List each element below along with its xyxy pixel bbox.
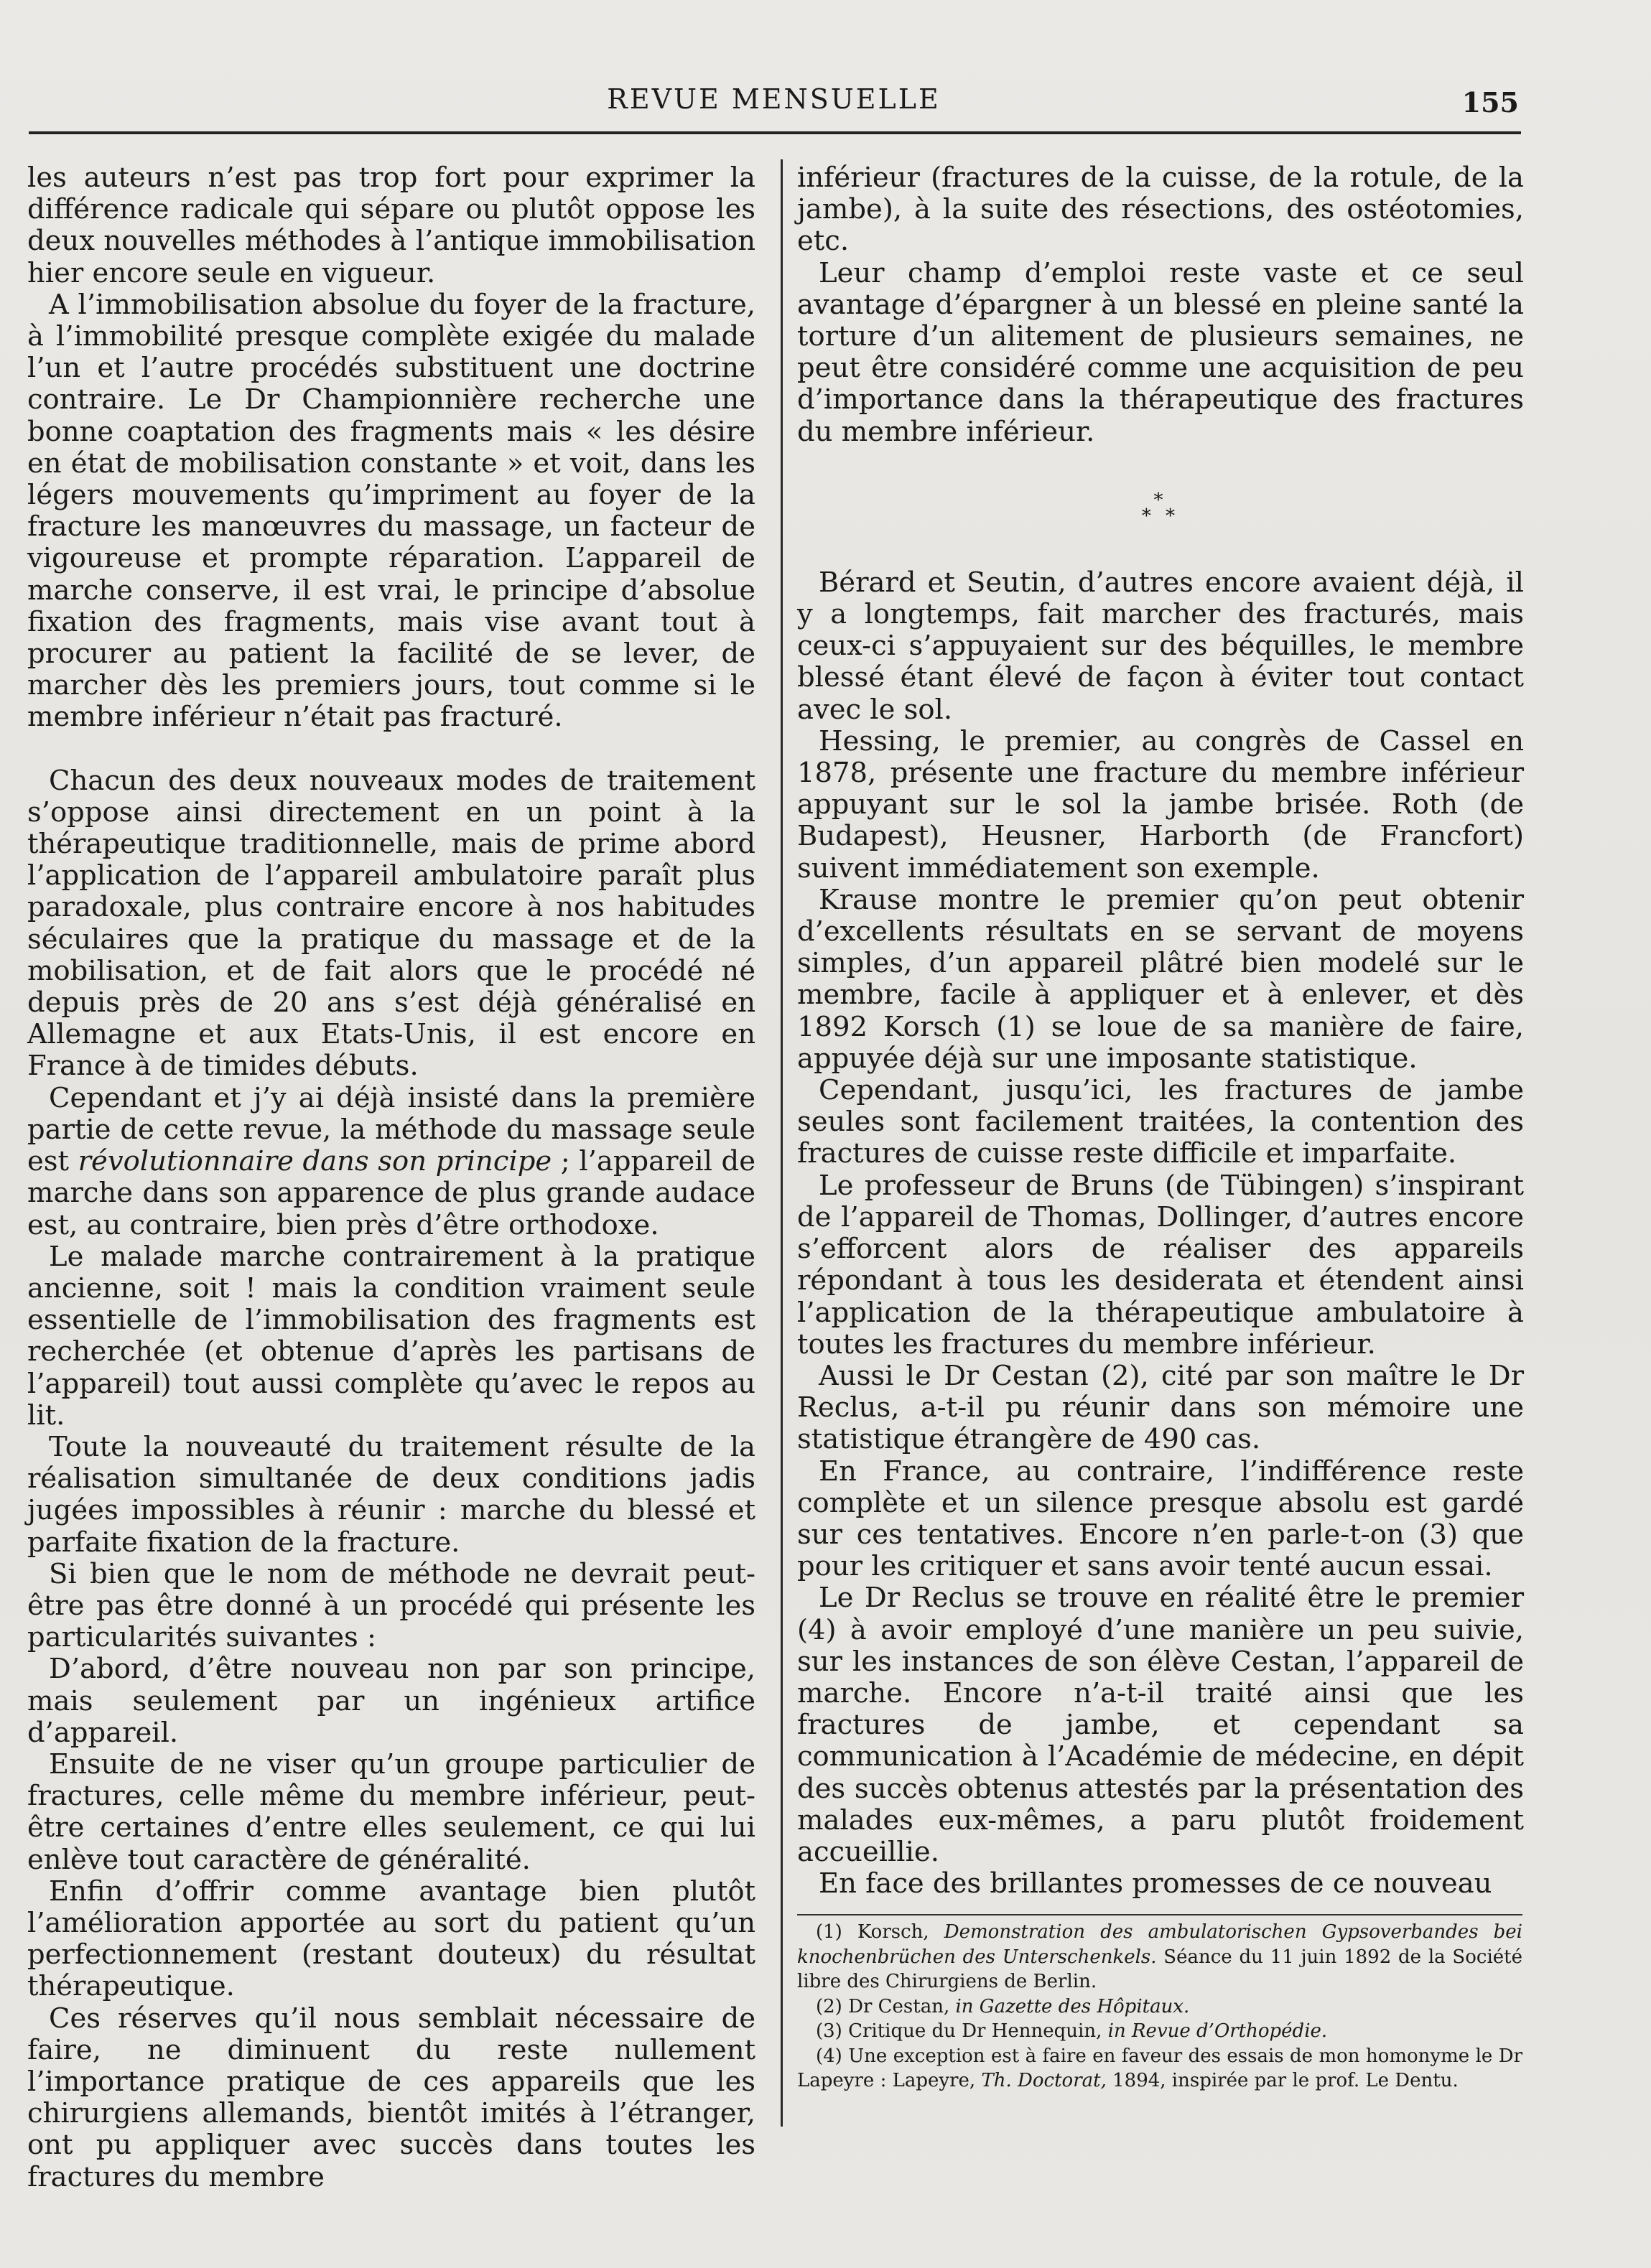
right-column [797,162,1524,1900]
paragraph: Si bien que le nom de méthode ne devrait peut-être pas être donné à un procédé qui présente les particularités suivantes : [27,1557,755,1654]
footnote-italic: in Gazette des Hôpitaux. [955,1995,1190,2017]
paragraph: Ensuite de ne viser qu’un groupe particulier de fractures, celle même du membre inférieur, peut-être certaines d’entre elles seulement, ce qui lui enlève tout caractère de généralité. [27,1747,755,1876]
footnote-text: (3) Critique du Dr Hennequin, [816,2020,1108,2042]
page-header [29,78,1519,121]
column-divider [781,159,783,2127]
footnote-text: 1894, inspirée par le prof. Le Dentu. [1106,2070,1459,2091]
paragraph: les auteurs n’est pas trop fort pour exprimer la différence radicale qui sépare ou plutôt oppose les deux nouvelles méthodes à l’antique immobilisation hier encore seule en vigueur. [27,162,755,289]
paragraph: Chacun des deux nouveaux modes de traitement s’oppose ainsi directement en un point à la thérapeutique traditionnelle, mais de prime abord l’application de l’appareil ambulatoire paraît plus paradoxale, plus contraire encore à nos habitudes séculaires que la pratique du massage et de la mobilisation, et de fait alors que le procédé né depuis près de 20 ans s’est déjà généralisé en Allemagne et aux Etats-Unis, il est encore en France à de timides débuts. [27,764,755,1083]
running-title: REVUE MENSUELLE [607,83,941,115]
footnote-text: (1) Korsch, [816,1921,944,1943]
section-asterism: * * * [1141,489,1180,527]
paragraph: A l’immobilisation absolue du foyer de la fracture, à l’immobilité presque complète exigée du malade l’un et l’autre procédés substituent une doctrine contraire. Le Dr Championnière recherche une bonne coaptation des fragments mais « les désire en état de mobilisation constante » et voit, dans les légers mouvements qu’impriment au foyer de la fracture les manœuvres du massage, un facteur de vigoureuse et prompte réparation. L’appareil de marche conserve, il est vrai, le principe d’absolue fixation des fragments, mais vise avant tout à procurer au patient la facilité de se lever, de marcher dès les premiers jours, tout comme si le membre inférieur n’était pas fracturé. [27,288,755,734]
paragraph: Hessing, le premier, au congrès de Cassel en 1878, présente une fracture du membre inférieur appuyant sur le sol la jambe brisée. Roth (de Budapest), Heusner, Harborth (de Francfort) suivent immédiatement son exemple. [797,724,1524,885]
paragraph: Krause montre le premier qu’on peut obtenir d’excellents résultats en se servant de moyens simples, d’un appareil plâtré bien modelé sur le membre, facile à appliquer et à enlever, et dès 1892 Korsch (1) se loue de sa manière de faire, appuyée déjà sur une imposante statistique. [797,883,1524,1075]
footnote-4 [797,2044,1522,2094]
paragraph: Cependant, jusqu’ici, les fractures de jambe seules sont facilement traitées, la contention des fractures de cuisse reste difficile et imparfaite. [797,1074,1524,1170]
paragraph: En France, au contraire, l’indifférence reste complète et un silence presque absolu est gardé sur ces tentatives. Encore n’en parle-t-on (3) que pour les critiquer et sans avoir tenté aucun essai. [797,1455,1524,1583]
footnotes [797,1914,1522,2094]
paragraph: Le Dr Reclus se trouve en réalité être le premier (4) à avoir employé d’une manière un peu suivie, sur les instances de son élève Cestan, l’appareil de marche. Encore n’a-t-il traité ainsi que les fractures de jambe, et cependant sa communication à l’Académie de médecine, en dépit des succès obtenus attestés par la présentation des malades eux-mêmes, a paru plutôt froidement accueillie. [797,1582,1524,1868]
paragraph: Enfin d’offrir comme avantage bien plutôt l’amélioration apportée au sort du patient qu’un perfectionnement (restant douteux) du résultat thérapeutique. [27,1875,755,2003]
footnote-2 [797,1994,1522,2020]
footnote-3 [797,2019,1522,2044]
footnote-text: Séance du 11 juin 1892 de la Société libre des Chirurgiens de Berlin. [797,1946,1522,1992]
paragraph: inférieur (fractures de la cuisse, de la rotule, de la jambe), à la suite des résections, des ostéotomies, etc. [797,162,1524,258]
paragraph: Ces réserves qu’il nous semblait nécessaire de faire, ne diminuent du reste nullement l’importance pratique de ces appareils que les chirurgiens allemands, bientôt imités à l’étranger, ont pu appliquer avec succès dans toutes les fractures du membre [27,2002,755,2193]
footnote-italic: Demonstration des ambulatorischen Gypsoverbandes bei knochenbrüchen des Unterschenkels. [797,1921,1522,1968]
text-run: Cependant et j’y ai déjà insisté dans la première partie de cette revue, la méthode du massage seule est [27,1081,755,1178]
paragraph: Leur champ d’emploi reste vaste et ce seul avantage d’épargner à un blessé en pleine santé la torture d’un alitement de plusieurs semaines, ne peut être considéré comme une acquisition de peu d’importance dans la thérapeutique des fractures du membre inférieur. [797,256,1524,448]
paragraph: En face des brillantes promesses de ce nouveau [819,1867,1492,1900]
left-column [27,162,755,2193]
paragraph: Le professeur de Bruns (de Tübingen) s’inspirant de l’appareil de Thomas, Dollinger, d’autres encore s’efforcent alors de réaliser des appareils répondant à tous les desiderata et étendent ainsi l’application de la thérapeutique ambulatoire à toutes les fractures du membre inférieur. [797,1169,1524,1361]
footnote-text: (2) Dr Cestan, [816,1995,956,2017]
paragraph: Aussi le Dr Cestan (2), cité par son maître le Dr Reclus, a-t-il pu réunir dans son mémoire une statistique étrangère de 490 cas. [797,1359,1524,1456]
paragraph [27,1083,755,1241]
text-run: ; l’appareil de marche dans son apparence de plus grande audace est, au contraire, bien près d’être orthodoxe. [27,1145,755,1241]
paragraph: D’abord, d’être nouveau non par son principe, mais seulement par un ingénieux artifice d’appareil. [27,1653,755,1749]
paragraph: Toute la nouveauté du traitement résulte de la réalisation simultanée de deux conditions jadis jugées impossibles à réunir : marche du blessé et parfaite fixation de la fracture. [27,1430,755,1559]
footnote-text: (4) Une exception est à faire en faveur des essais de mon homonyme le Dr Lapeyre : Lapeyre, [797,2045,1522,2091]
paragraph: Le malade marche contrairement à la pratique ancienne, soit ! mais la condition vraiment seule essentielle de l’immobilisation des fragments est recherchée (et obtenue d’après les partisans de l’appareil) tout aussi complète qu’avec le repos au lit. [27,1240,755,1432]
footnote-italic: in Revue d’Orthopédie. [1107,2020,1328,2042]
italic-text: révolutionnaire dans son principe [78,1145,552,1178]
footnote-italic: Th. Doctorat, [981,2070,1107,2091]
footnote-1 [797,1920,1522,1994]
page-number: 155 [1461,86,1519,118]
paragraph: Bérard et Seutin, d’autres encore avaient déjà, il y a longtemps, fait marcher des fracturés, mais ceux-ci s’appuyaient sur des béquilles, le membre blessé étant élevé de façon à éviter tout contact avec le sol. [797,566,1524,726]
header-rule [29,131,1521,134]
